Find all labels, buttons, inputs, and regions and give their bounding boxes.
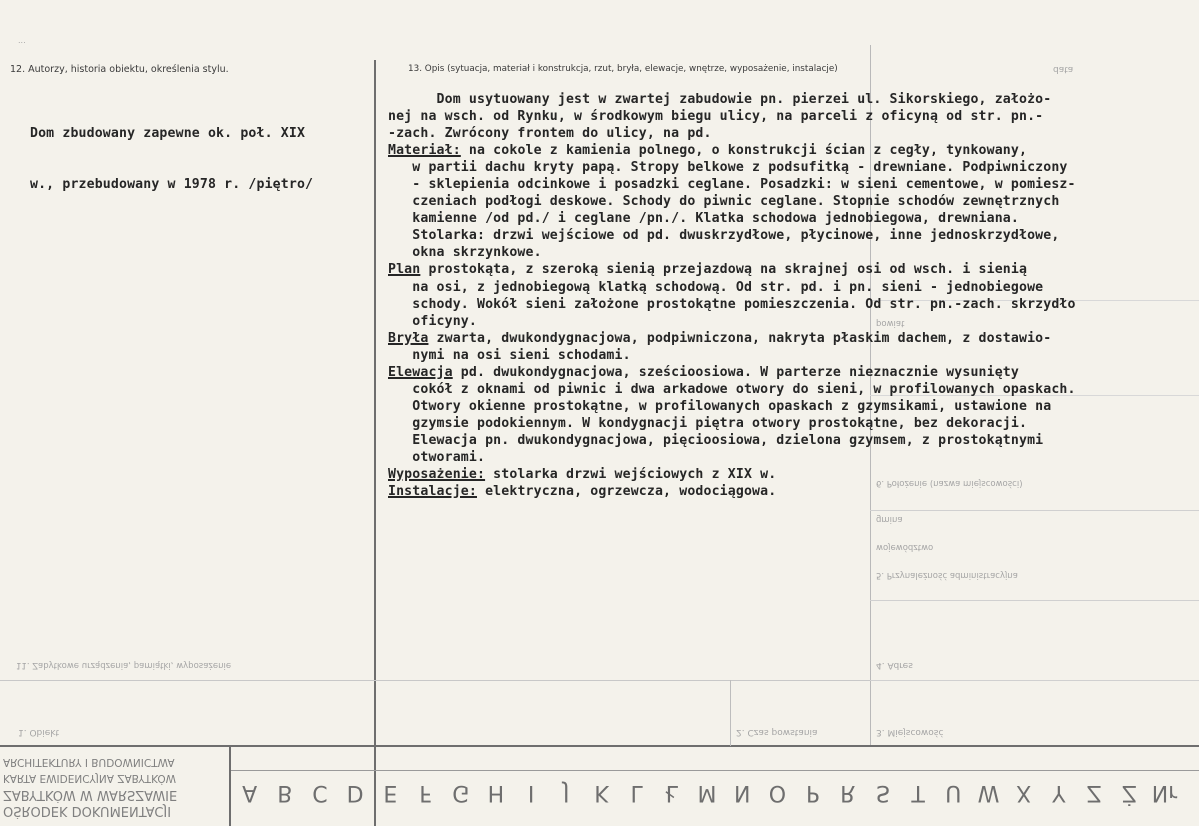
section-13-heading: Bryła xyxy=(388,330,429,346)
footer-line: ZABYTKÓW W WARSZAWIE xyxy=(3,787,178,802)
section-13-heading: Wyposażenie: xyxy=(388,467,486,483)
section-13-heading: Plan xyxy=(388,262,421,278)
index-letter: G xyxy=(452,780,470,805)
section-13-line: w partii dachu kryty papą. Stropy belkowe z podsufitką - drewniane. Podpiwniczony xyxy=(388,160,1068,176)
section-12-line: w., przebudowany w 1978 r. /piętro/ xyxy=(30,177,314,192)
date-label-faint: data xyxy=(1053,64,1074,74)
index-letter: R xyxy=(840,780,856,805)
section-13-line: gzymsie podokiennym. W kondygnacji piętra otwory prostokątne, bez dekoracji. xyxy=(388,415,1028,431)
index-letter: W xyxy=(977,780,1000,805)
section-13-label: 13. Opis (sytuacja, materiał i konstrukcja, rzut, bryła, elewacje, wnętrze, wyposażenie, instalacje) xyxy=(408,64,838,74)
section-13-line-rest: zwarta, dwukondygnacjowa, podpiwniczona, nakryta płaskim dachem, z dostawio- xyxy=(428,330,1052,346)
index-letter: O xyxy=(768,780,787,805)
section-13-line-rest: prostokąta, z szeroką sienią przejazdową na skrajnej osi od wsch. i sienią xyxy=(420,262,1028,278)
index-letter: E xyxy=(383,780,398,805)
section-12-label: 12. Autorzy, historia obiektu, określenia stylu. xyxy=(10,64,229,75)
powiat-label-faint: powiat xyxy=(876,318,905,328)
index-letter: I xyxy=(527,780,535,805)
section-13-line xyxy=(388,364,1198,381)
section-13-line: czeniach podłogi deskowe. Schody do piwnic ceglane. Stopnie schodów zewnętrznych xyxy=(388,194,1060,210)
index-letter-row xyxy=(232,771,1182,805)
index-letter: C xyxy=(312,780,328,805)
section-13-line: na osi, z jednobiegową klatką schodową. Od str. pd. i pn. sieni - jednobiegowe xyxy=(388,279,1044,295)
section-12-line: Dom zbudowany zapewne ok. poł. XIX xyxy=(30,126,306,141)
index-letter: K xyxy=(594,780,609,805)
index-letter: X xyxy=(1016,780,1032,805)
index-letter: B xyxy=(277,780,293,805)
faint-col-line-1 xyxy=(730,680,731,746)
section-3-label-faint: 3. Miejscowość xyxy=(876,727,944,737)
gmina-label-faint: gmina xyxy=(876,514,903,524)
section-12-text xyxy=(30,91,375,227)
index-letter: Ż xyxy=(1121,780,1137,805)
index-letter: J xyxy=(563,780,570,805)
footer-publisher-box xyxy=(3,750,229,826)
faint-right-row-3 xyxy=(870,680,1199,681)
faint-right-row-2 xyxy=(870,600,1199,601)
section-13-line: kamienne /od pd./ i ceglane /pn./. Klatka schodowa jednobiegowa, drewniana. xyxy=(388,211,1019,227)
index-letter: Y xyxy=(1052,780,1066,805)
index-letter: N xyxy=(733,780,751,805)
footer-line: KARTA EWIDENCYJNA ZABYTKÓW xyxy=(3,772,177,784)
footer-box-divider xyxy=(229,745,231,826)
section-13-line xyxy=(388,330,1198,347)
section-13-line xyxy=(388,142,1198,159)
index-letter: Ł xyxy=(665,780,679,805)
section-13-line: cokół z oknami od piwnic i dwa arkadowe otwory do sieni, w profilowanych opaskach. xyxy=(388,381,1076,397)
index-letter: Nr xyxy=(1151,780,1178,805)
section-11-label-faint: 11. Zabytkowe urządzenia, pamiątki, wyposażenie xyxy=(16,660,232,670)
section-13-text xyxy=(388,91,1198,500)
horizontal-rule-footer xyxy=(0,745,1199,747)
index-letter: F xyxy=(419,780,432,805)
section-13-line-rest: pd. dwukondygnacjowa, sześcioosiowa. W parterze nieznacznie wysunięty xyxy=(452,364,1019,380)
index-letter: H xyxy=(487,780,505,805)
section-2-label-faint: 2. Czas powstania xyxy=(736,727,818,737)
section-13-line: nymi na osi sieni schodami. xyxy=(388,347,631,363)
section-1-label-faint: 1. Obiekt xyxy=(18,727,60,737)
section-13-line-rest: elektryczna, ogrzewcza, wodociągowa. xyxy=(477,484,777,500)
section-13-line: schody. Wokół sieni założone prostokątne pomieszczenia. Od str. pn.-zach. skrzydło xyxy=(388,296,1076,312)
footer-line: OŚRODEK DOKUMENTACJI xyxy=(3,803,172,818)
wojewodztwo-label-faint: województwo xyxy=(876,542,934,552)
index-letter: L xyxy=(630,780,643,805)
section-13-line: oficyny. xyxy=(388,313,477,329)
section-13-line xyxy=(388,483,1198,500)
section-13-line xyxy=(388,261,1198,278)
index-letter: Z xyxy=(1086,780,1102,805)
section-5-label-faint: 5. Przynależność administracyjna xyxy=(876,570,1018,580)
section-13-line-rest: stolarka drzwi wejściowych z XIX w. xyxy=(485,467,777,483)
section-13-line-rest: na cokole z kamienia polnego, o konstrukcji ścian z cegły, tynkowany, xyxy=(460,143,1028,159)
section-13-line: nej na wsch. od Rynku, w środkowym biegu ulicy, na parceli z oficyną od str. pn.- xyxy=(388,109,1044,125)
index-letter: P xyxy=(805,780,820,805)
index-letter: U xyxy=(945,780,962,805)
section-13-line xyxy=(388,466,1198,483)
section-13-heading: Materiał: xyxy=(388,143,461,159)
section-13-heading: Instalacje: xyxy=(388,484,477,500)
section-13-line: Elewacja pn. dwukondygnacjowa, pięcioosiowa, dzielona gzymsem, z prostokątnymi xyxy=(388,432,1044,448)
section-13-line: otworami. xyxy=(388,449,486,465)
top-left-faint-print: ... xyxy=(18,40,26,49)
section-13-line: okna skrzynkowe. xyxy=(388,245,542,261)
footer-line: ARCHITEKTURY I BUDOWNICTWA xyxy=(3,756,175,768)
section-13-line: Stolarka: drzwi wejściowe od pd. dwuskrzydłowe, płycinowe, inne jednoskrzydłowe, xyxy=(388,228,1060,244)
section-13-line: -zach. Zwrócony frontem do ulicy, na pd. xyxy=(388,126,712,142)
section-13-heading: Elewacja xyxy=(388,364,453,380)
section-4-label-faint: 4. Adres xyxy=(876,660,913,670)
index-letter: S xyxy=(875,780,890,805)
index-letter: T xyxy=(911,780,925,805)
index-letter: A xyxy=(242,780,258,805)
section-13-line: Otwory okienne prostokątne, w profilowanych opaskach z gzymsikami, ustawione na xyxy=(388,398,1052,414)
index-letter: M xyxy=(697,780,717,805)
index-letter: D xyxy=(346,780,364,805)
faint-right-row-1 xyxy=(870,510,1199,511)
section-13-line: Dom usytuowany jest w zwartej zabudowie pn. pierzei ul. Sikorskiego, założo- xyxy=(388,92,1052,107)
faint-row-line-1 xyxy=(0,680,870,681)
section-6-label-faint: 6. Położenie (nazwa miejscowości) xyxy=(876,478,1023,488)
section-13-line: - sklepienia odcinkowe i posadzki ceglane. Posadzki: w sieni cementowe, w pomiesz- xyxy=(388,177,1076,193)
